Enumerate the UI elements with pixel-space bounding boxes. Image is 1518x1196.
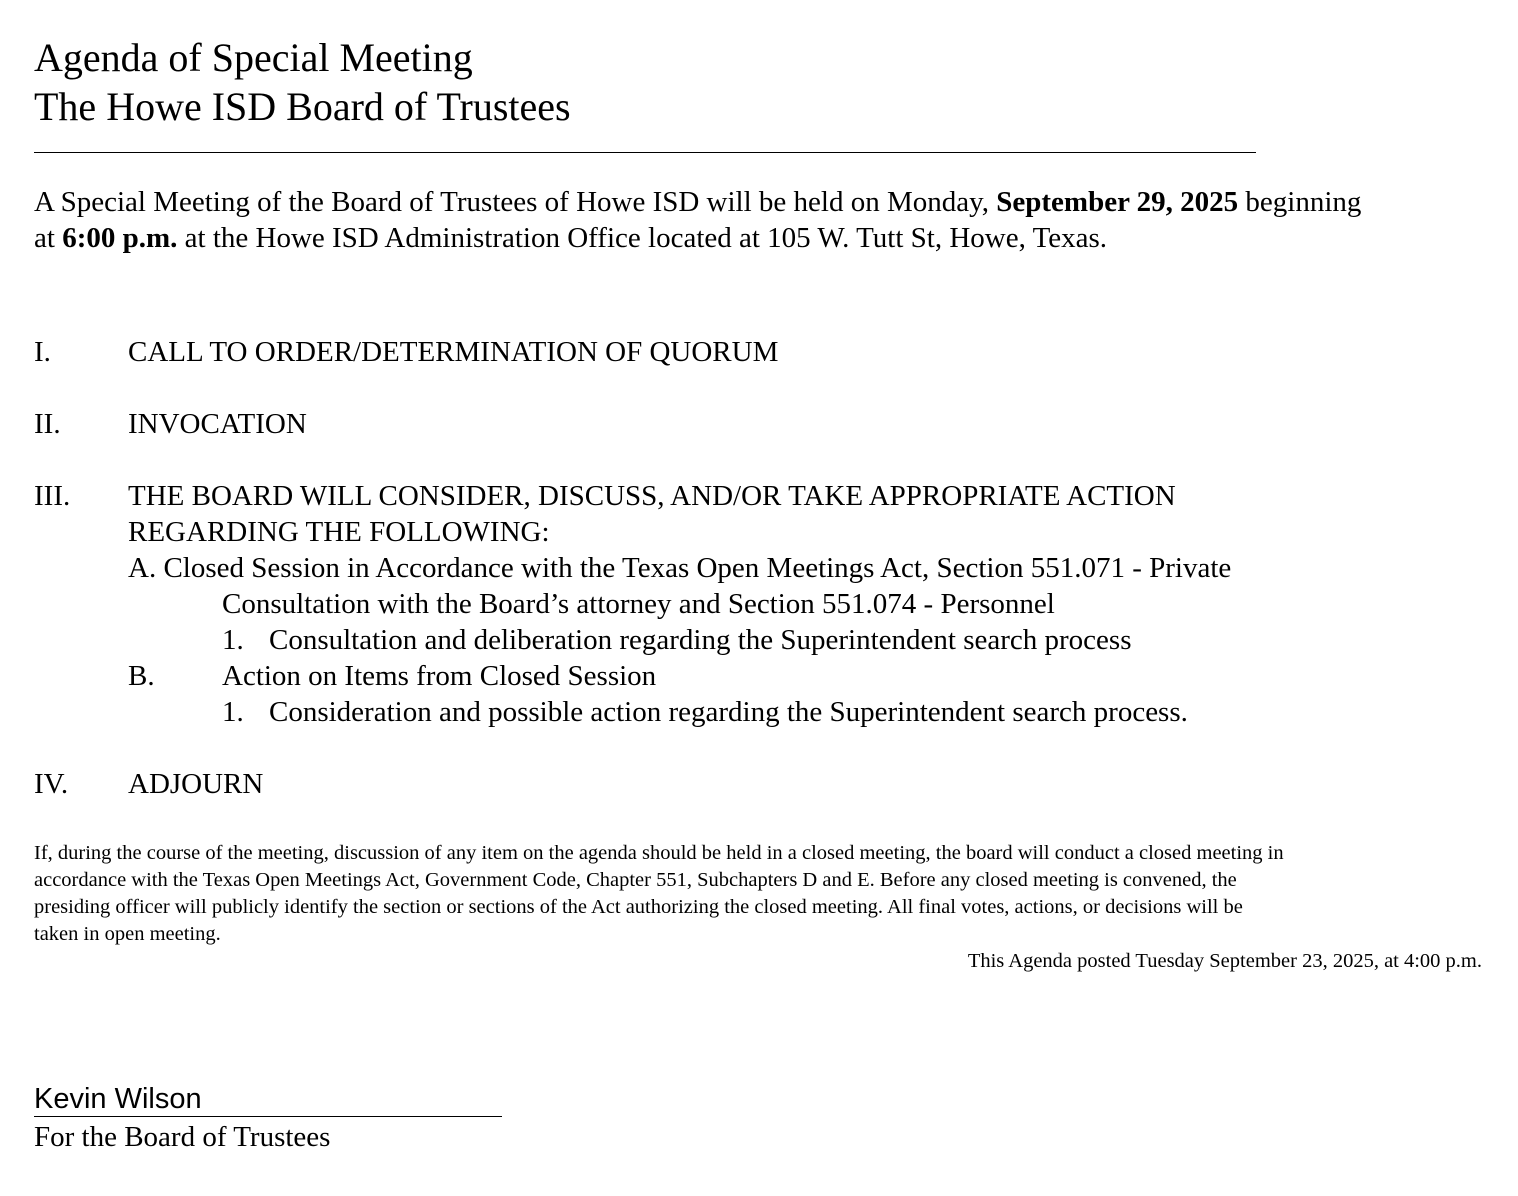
subitem-a-1-number: 1. bbox=[222, 624, 244, 656]
meeting-date: September 29, 2025 bbox=[996, 186, 1239, 218]
notice-line: accordance with the Texas Open Meetings Act, Government Code, Chapter 551, Subchapters D and E. Before any closed meeting is convened, the bbox=[34, 869, 1237, 891]
subitem-a-text: A. Closed Session in Accordance with the Texas Open Meetings Act, Section 551.071 - Private bbox=[128, 552, 1232, 584]
meeting-announcement bbox=[34, 184, 1484, 256]
document-title: Agenda of Special Meeting bbox=[34, 35, 473, 80]
agenda-item-1-text: CALL TO ORDER/DETERMINATION OF QUORUM bbox=[128, 336, 779, 368]
subitem-b-letter: B. bbox=[128, 660, 155, 692]
document-subtitle: The Howe ISD Board of Trustees bbox=[34, 84, 571, 129]
announcement-text: A Special Meeting of the Board of Trustees of Howe ISD will be held on Monday, bbox=[34, 186, 997, 218]
subitem-a-text-cont: Consultation with the Board’s attorney and Section 551.074 - Personnel bbox=[222, 588, 1055, 620]
agenda-item-4-text: ADJOURN bbox=[128, 768, 264, 800]
signer-name: Kevin Wilson bbox=[34, 1082, 502, 1117]
announcement-text: at bbox=[34, 222, 63, 254]
subitem-b-text: Action on Items from Closed Session bbox=[222, 660, 657, 692]
notice-line: If, during the course of the meeting, discussion of any item on the agenda should be held in a closed meeting, the board will conduct a closed meeting in bbox=[34, 842, 1284, 864]
subitem-a-1-text: Consultation and deliberation regarding the Superintendent search process bbox=[269, 624, 1132, 656]
closed-meeting-notice bbox=[34, 840, 1484, 948]
notice-line: taken in open meeting. bbox=[34, 923, 221, 945]
agenda-item-1-number: I. bbox=[34, 336, 51, 368]
agenda-item-3-text-cont: REGARDING THE FOLLOWING: bbox=[128, 516, 550, 548]
subitem-b-1-text: Consideration and possible action regarding the Superintendent search process. bbox=[269, 696, 1188, 728]
agenda-item-2-text: INVOCATION bbox=[128, 408, 307, 440]
announcement-line-2 bbox=[34, 220, 1484, 256]
announcement-text: at the Howe ISD Administration Office located at 105 W. Tutt St, Howe, Texas. bbox=[177, 222, 1108, 254]
agenda-item-4-number: IV. bbox=[34, 768, 69, 800]
announcement-text: beginning bbox=[1238, 186, 1362, 218]
meeting-time: 6:00 p.m. bbox=[62, 222, 178, 254]
agenda-item-3-number: III. bbox=[34, 480, 71, 512]
subitem-b-1-number: 1. bbox=[222, 696, 244, 728]
agenda-item-2-number: II. bbox=[34, 408, 61, 440]
signer-role: For the Board of Trustees bbox=[34, 1121, 331, 1153]
agenda-item-3-text: THE BOARD WILL CONSIDER, DISCUSS, AND/OR TAKE APPROPRIATE ACTION bbox=[128, 480, 1176, 512]
announcement-line-1 bbox=[34, 184, 1484, 220]
title-divider bbox=[34, 152, 1256, 153]
notice-line: presiding officer will publicly identify the section or sections of the Act authorizing the closed meeting. All final votes, actions, or decisions will be bbox=[34, 896, 1243, 918]
posting-statement: This Agenda posted Tuesday September 23, 2025, at 4:00 p.m. bbox=[967, 950, 1482, 972]
